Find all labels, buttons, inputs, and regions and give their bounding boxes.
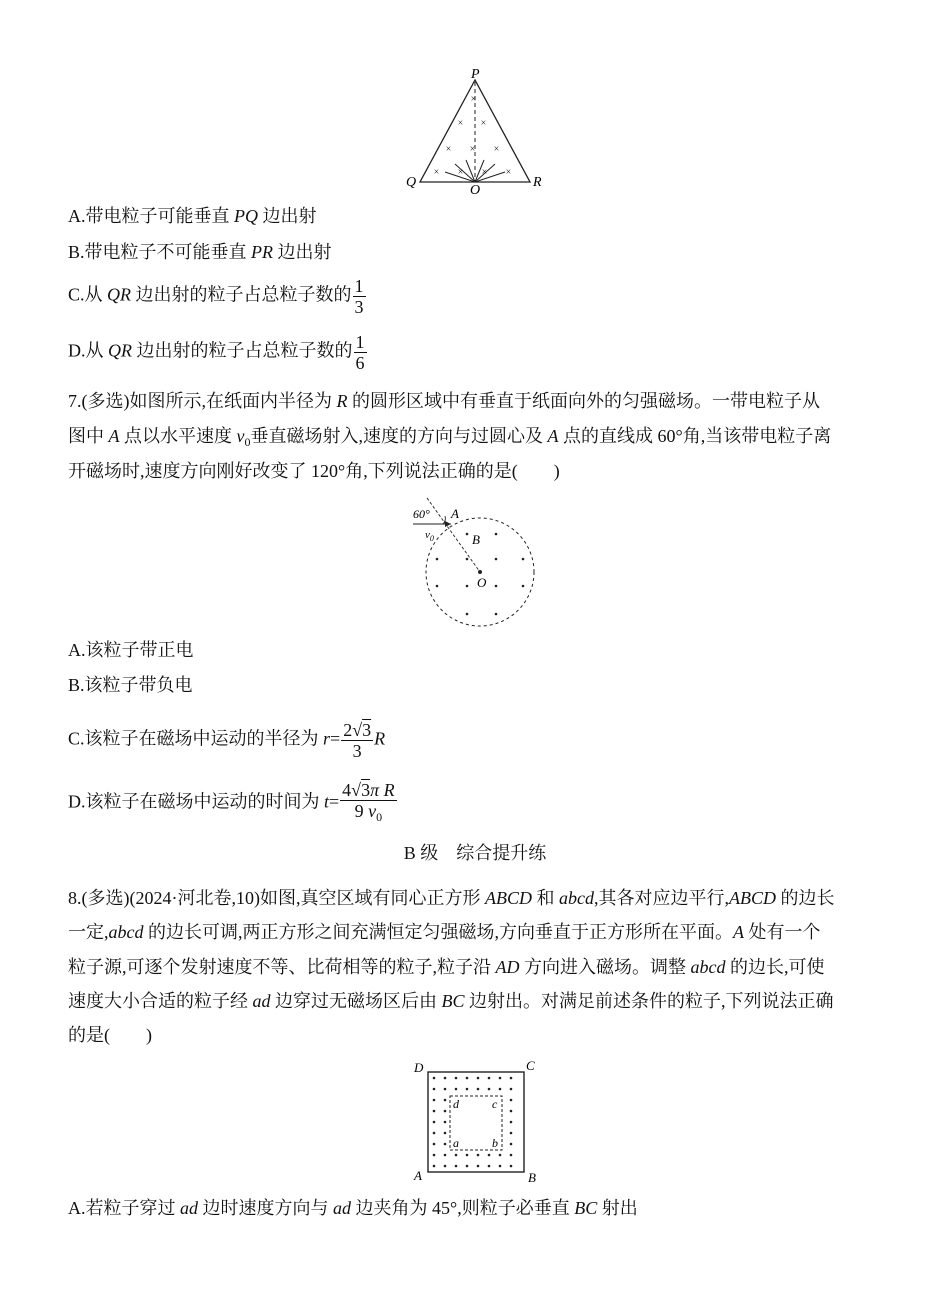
svg-text:×: × <box>457 167 464 178</box>
q8-stem-line5: 的是( ) <box>68 1025 152 1045</box>
label-angle: 60° <box>413 507 430 521</box>
q8-stem-line1: 8.(多选)(2024·河北卷,10)如图,真空区域有同心正方形 ABCD 和 abcd,其各对应边平行,ABCD 的边长 <box>68 888 835 908</box>
svg-text:×: × <box>480 118 487 129</box>
q7-option-c: C.该粒子在磁场中运动的半径为 r= $\frac{2√3}{3}$ R <box>68 720 386 761</box>
label-C: C <box>526 1058 535 1073</box>
label-Q: Q <box>406 175 417 190</box>
q7-stem-line1: 7.(多选)如图所示,在纸面内半径为 R 的圆形区域中有垂直于纸面向外的匀强磁场。一带电粒子从 <box>68 391 820 411</box>
label-d: d <box>453 1097 459 1111</box>
svg-text:×: × <box>445 144 452 155</box>
squares-figure <box>408 1056 548 1186</box>
q8-stem-line4: 速度大小合适的粒子经 ad 边穿过无磁场区后由 BC 边射出。对满足前述条件的粒子,下列说法正确 <box>68 991 834 1011</box>
circle-figure <box>405 494 545 634</box>
label-b: b <box>492 1136 498 1150</box>
svg-text:×: × <box>433 167 440 178</box>
q6-option-b: B.带电粒子不可能垂直 PR 边出射 <box>68 242 332 262</box>
svg-text:×: × <box>505 167 512 178</box>
q7-option-a: A.该粒子带正电 <box>68 640 194 660</box>
q8-option-a: A.若粒子穿过 ad 边时速度方向与 ad 边夹角为 45°,则粒子必垂直 BC 射出 <box>68 1198 638 1218</box>
label-P: P <box>471 67 480 82</box>
label-A: A <box>414 1168 422 1183</box>
label-O: O <box>470 183 481 196</box>
label-A: A <box>451 506 459 521</box>
label-c: c <box>492 1097 498 1111</box>
section-title: B 级 综合提升练 <box>403 843 547 863</box>
q6-option-c: C.从 QR 边出射的粒子占总粒子数的 $\frac{1}{3}$ <box>68 276 364 317</box>
label-B: B <box>528 1170 536 1185</box>
svg-text:×: × <box>481 167 488 178</box>
q6-option-d: D.从 QR 边出射的粒子占总粒子数的 $\frac{1}{6}$ <box>68 332 365 373</box>
svg-text:×: × <box>493 144 500 155</box>
label-v0: $v_0$ <box>425 529 434 543</box>
label-R: R <box>533 175 542 190</box>
label-B: B <box>472 532 480 547</box>
triangle-figure <box>400 66 560 196</box>
label-D: D <box>414 1060 424 1075</box>
svg-text:×: × <box>470 94 477 105</box>
svg-text:×: × <box>457 118 464 129</box>
q8-stem-line2: 一定,abcd 的边长可调,两正方形之间充满恒定匀强磁场,方向垂直于正方形所在平面。A 处有一个 <box>68 922 821 942</box>
q7-option-b: B.该粒子带负电 <box>68 675 193 695</box>
q7-stem-line2: 图中 A 点以水平速度 $v_0$垂直磁场射入,速度的方向与过圆心及 A 点的直线成 60°角,当该带电粒子离 <box>68 426 832 449</box>
q8-stem-line3: 粒子源,可逐个发射速度不等、比荷相等的粒子,粒子沿 AD 方向进入磁场。调整 abcd 的边长,可使 <box>68 957 825 977</box>
q7-option-d: D.该粒子在磁场中运动的时间为 t= $\frac{\text{4√3π R}}{9 v_0}$ <box>68 780 395 824</box>
label-a: a <box>453 1136 459 1150</box>
svg-text:×: × <box>469 144 476 155</box>
q7-stem-line3: 开磁场时,速度方向刚好改变了 120°角,下列说法正确的是( ) <box>68 461 560 481</box>
label-O: O <box>477 575 487 590</box>
q6-option-a: A.带电粒子可能垂直 PQ 边出射 <box>68 206 317 226</box>
